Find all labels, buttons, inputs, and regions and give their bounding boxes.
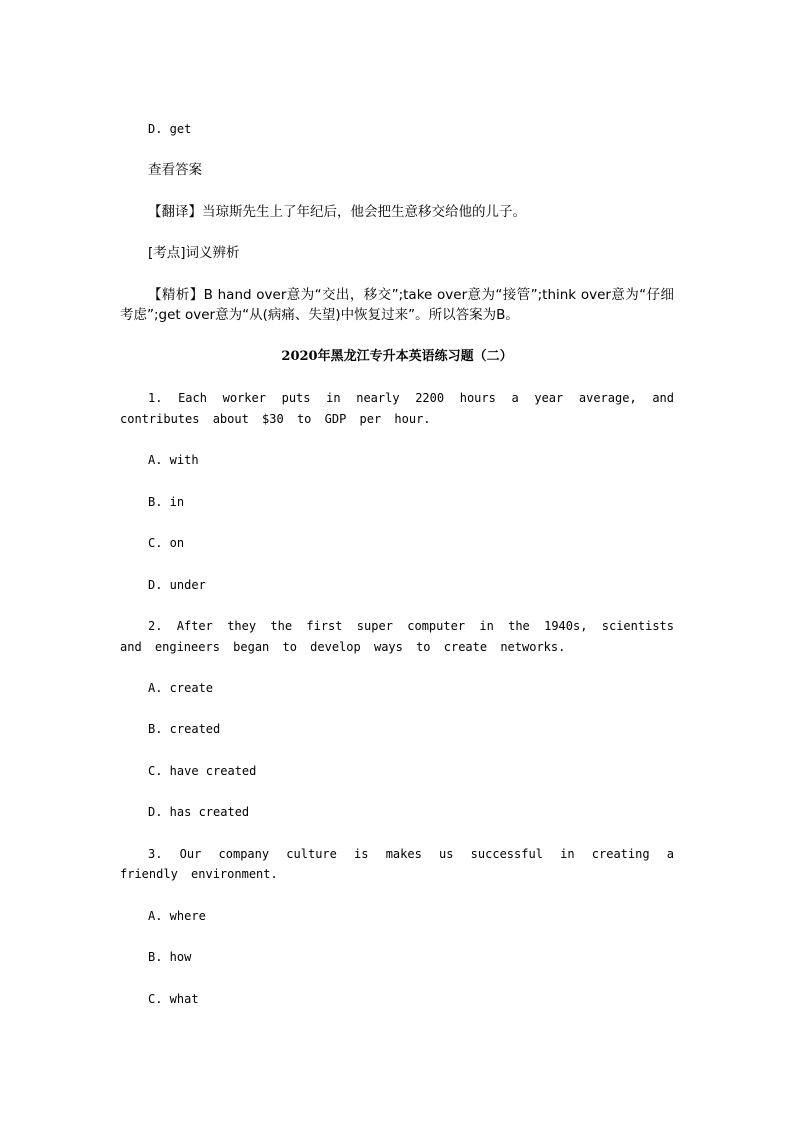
- test-point: [考点]词义辨析: [148, 245, 240, 262]
- option: B. in: [148, 494, 185, 509]
- question-stem: 2. After they the first super computer in the 1940s, scientists and engineers began to develop ways to create networks.: [120, 618, 674, 654]
- option-d: D. get: [148, 122, 192, 136]
- option: D. under: [148, 577, 206, 592]
- question-stem: 1. Each worker puts in nearly 2200 hours a year average, and contributes about $30 to GDP per hour.: [120, 391, 674, 426]
- section-title: 2020年黑龙江专升本英语练习题（二）: [281, 348, 513, 364]
- document-page: [120, 119, 674, 1030]
- option: D. has created: [148, 805, 250, 820]
- option: C. what: [148, 991, 199, 1006]
- translation: 【翻译】当琼斯先生上了年纪后，他会把生意移交给他的儿子。: [148, 203, 526, 220]
- option: B. how: [148, 950, 192, 965]
- option: A. where: [148, 908, 206, 923]
- option: C. on: [148, 536, 185, 551]
- option: C. have created: [148, 763, 257, 778]
- option: A. with: [148, 453, 199, 468]
- view-answer-link[interactable]: 查看答案: [148, 162, 202, 179]
- option: A. create: [148, 681, 214, 696]
- analysis: 【精析】B hand over意为“交出，移交”;take over意为“接管”;think over意为“仔细考虑”;get over意为“从(病痛、失望)中恢复过来”。所以答案为B。: [120, 286, 674, 324]
- question-stem: 3. Our company culture is makes us successful in creating a friendly environment.: [120, 846, 674, 882]
- option: B. created: [148, 722, 221, 737]
